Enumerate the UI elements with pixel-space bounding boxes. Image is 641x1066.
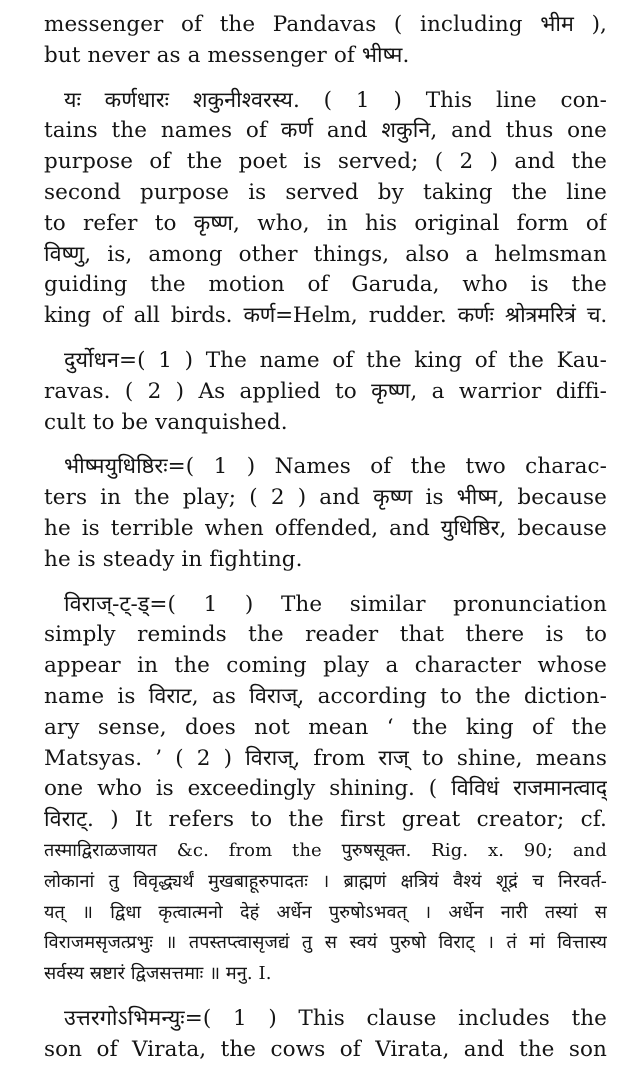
text-line: विष्णु, is, among other things, also a helmsman [44, 241, 607, 267]
text-line: उत्तरगोऽभिमन्युः=( 1 ) This clause includes the [64, 1005, 607, 1031]
sanskrit-verse-line: लोकानां तु विवृद्ध्यर्थं मुखबाहूरुपादतः । ब्राह्मणं क्षत्रियं वैश्यं शूद्रं च निरवर्त- [44, 870, 607, 892]
text-line: विराज्-ट्-ड्=( 1 ) The similar pronunciation [64, 591, 607, 617]
text-line: name is विराट, as विराज्, according to the diction- [44, 683, 607, 709]
text-line: to refer to कृष्ण, who, in his original form of [44, 210, 607, 236]
paragraph-karnadhara [44, 86, 607, 332]
text-line: appear in the coming play a character whose [44, 653, 607, 679]
text-line: he is steady in fighting. [44, 546, 303, 572]
sanskrit-verse-line: यत् ॥ द्विधा कृत्वात्मनो देहं अर्धेन पुरुषोऽभवत् । अर्धेन नारी तस्यां स [44, 901, 607, 923]
text-line: तस्माद्विराळजायत &c. from the पुरुषसूक्त. Rig. x. 90; and [44, 839, 607, 861]
text-line: king of all birds. कर्ण=Helm, rudder. कर्णः श्रोत्रमरित्रं च. [44, 303, 607, 329]
text-line: but never as a messenger of भीष्म. [44, 42, 410, 68]
text-line: purpose of the poet is served; ( 2 ) and the [44, 149, 607, 175]
text-line: simply reminds the reader that there is to [44, 622, 607, 648]
text-line: tains the names of कर्ण and शकुनि, and thus one [44, 118, 607, 144]
paragraph-duryodhana [44, 346, 607, 438]
paragraph-uttara [44, 1004, 607, 1066]
text-line: one who is exceedingly shining. ( विविधं राजमानत्वाद् [44, 776, 607, 802]
text-line: विराट्. ) It refers to the first great creator; cf. [44, 807, 607, 833]
paragraph-viraj [44, 590, 607, 990]
text-line: ters in the play; ( 2 ) and कृष्ण is भीष्म, because [44, 485, 607, 511]
text-line: guiding the motion of Garuda, who is the [44, 272, 607, 298]
text-line: second purpose is served by taking the line [44, 179, 607, 205]
text-line: he is terrible when offended, and युधिष्ठिर, because [44, 515, 607, 541]
text-line: दुर्योधन=( 1 ) The name of the king of the Kau- [64, 347, 607, 373]
sanskrit-verse-line: विराजमसृजत्प्रभुः ॥ तपस्तप्त्वासृजद्यं तु स स्वयं पुरुषो विराट् । तं मां वित्तास्य [44, 932, 607, 954]
text-line: messenger of the Pandavas ( including भीम ), [44, 12, 607, 37]
text-line: son of Virata, the cows of Virata, and the son [44, 1036, 607, 1062]
text-line: यः कर्णधारः शकुनीश्वरस्य. ( 1 ) This line con- [64, 87, 607, 113]
paragraph-bhishma-yudhishthira [44, 452, 607, 575]
text-line: Matsyas. ’ ( 2 ) विराज्, from राज् to shine, means [44, 745, 607, 771]
sanskrit-verse-line: सर्वस्य स्रष्टारं द्विजसत्तमाः ॥ मनु. I. [44, 963, 272, 985]
text-line: ravas. ( 2 ) As applied to कृष्ण, a warrior diffi- [44, 378, 607, 404]
text-line: ary sense, does not mean ‘ the king of the [44, 714, 607, 740]
text-line: cult to be vanquished. [44, 409, 288, 435]
paragraph-continuation [44, 10, 607, 72]
text-line: भीष्मयुधिष्ठिरः=( 1 ) Names of the two charac- [64, 454, 607, 480]
